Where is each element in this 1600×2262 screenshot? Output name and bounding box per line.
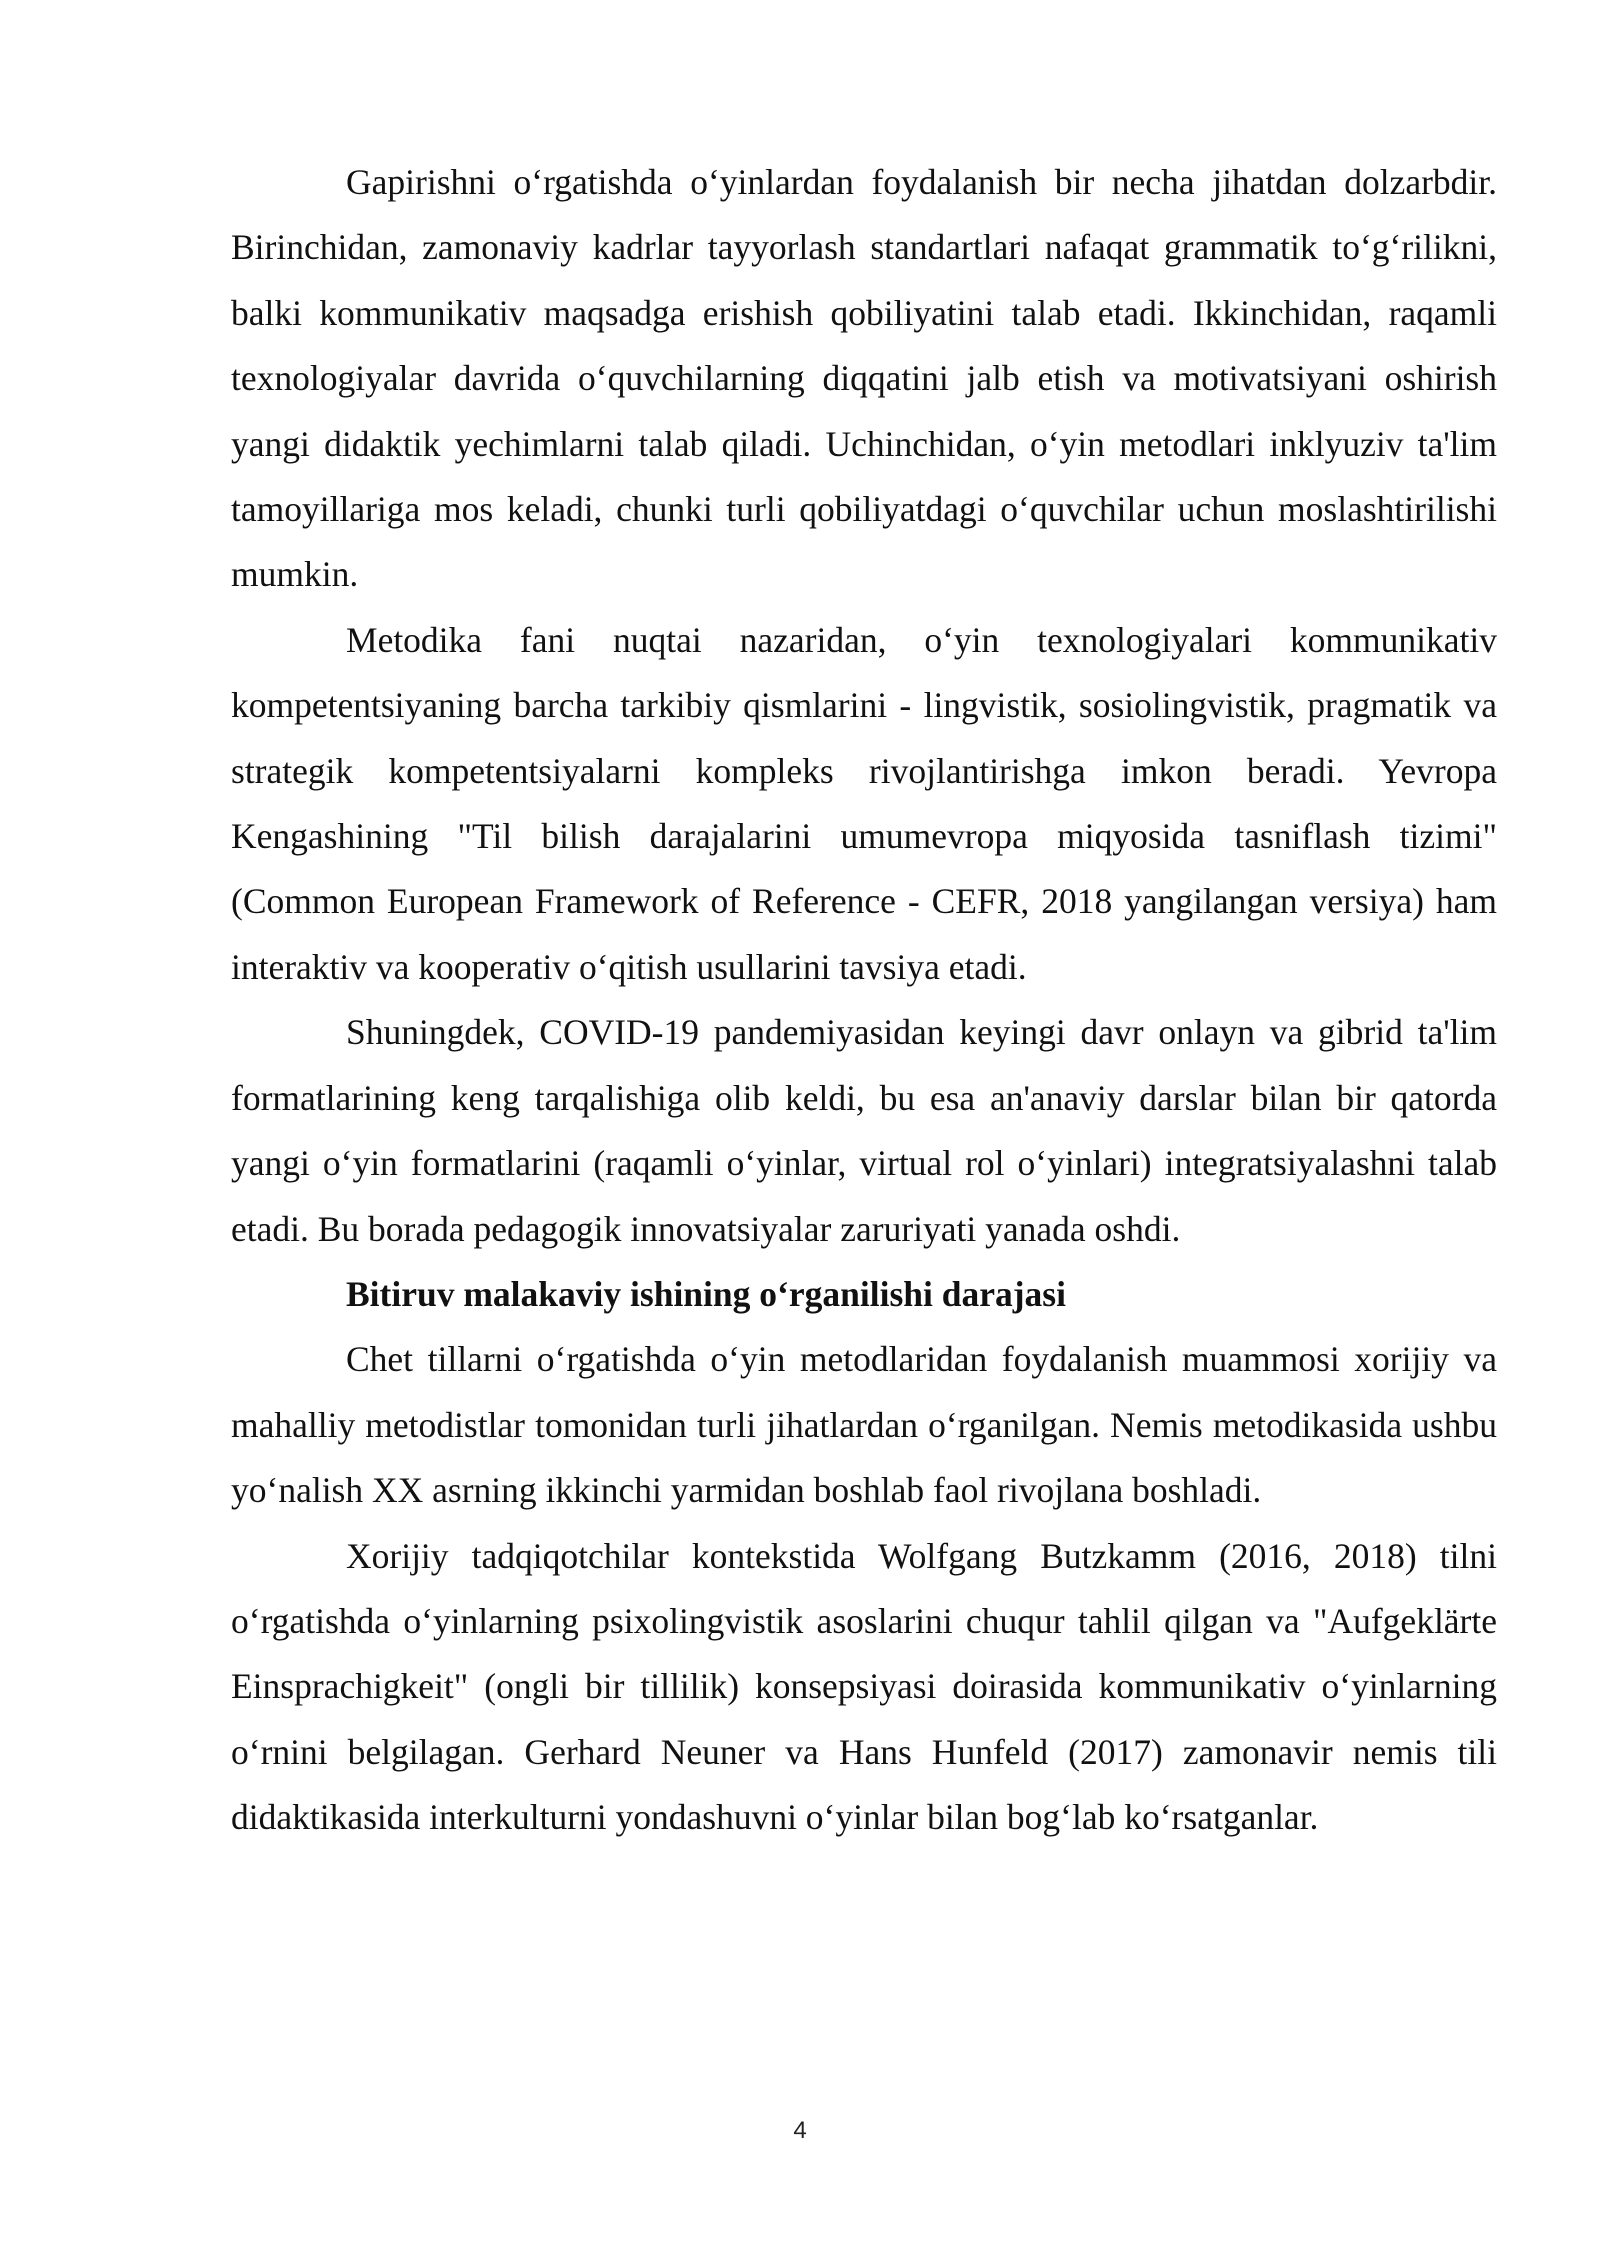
paragraph-covid: Shuningdek, COVID-19 pandemiyasidan keyingi davr onlayn va gibrid ta'lim formatlarining keng tarqalishiga olib keldi, bu esa an'anaviy darslar bilan bir qatorda yangi o‘yin formatlarini (raqamli o‘yinlar, virtual rol o‘yinlari) integratsiyalashni talab etadi. Bu borada pedagogik innovatsiyalar zaruriyati yanada oshdi.: [231, 1012, 1497, 1249]
section-heading: Bitiruv malakaviy ishining o‘rganilishi darajasi: [346, 1273, 1066, 1314]
body-text: [231, 150, 1497, 1851]
paragraph-research-problem: Chet tillarni o‘rgatishda o‘yin metodlaridan foydalanish muammosi xorijiy va mahalliy metodistlar tomonidan turli jihatlardan o‘rganilgan. Nemis metodikasida ushbu yo‘nalish XX asrning ikkinchi yarmidan boshlab faol rivojlana boshladi.: [231, 1339, 1497, 1511]
paragraph-foreign-researchers: Xorijiy tadqiqotchilar kontekstida Wolfgang Butzkamm (2016, 2018) tilni o‘rgatishda o‘yinlarning psixolingvistik asoslarini chuqur tahlil qilgan va "Aufgeklärte Einsprachigkeit" (ongli bir tillilik) konsepsiyasi doirasida kommunikativ o‘yinlarning o‘rnini belgilagan. Gerhard Neuner va Hans Hunfeld (2017) zamonavir nemis tili didaktikasida interkulturni yondashuvni o‘yinlar bilan bog‘lab ko‘rsatganlar.: [231, 1535, 1497, 1838]
paragraph-methodology: Metodika fani nuqtai nazaridan, o‘yin texnologiyalari kommunikativ kompetentsiyaning barcha tarkibiy qismlarini - lingvistik, sosiolingvistik, pragmatik va strategik kompetentsiyalarni kompleks rivojlantirishga imkon beradi. Yevropa Kengashining "Til bilish darajalarini umumevropa miqyosida tasniflash tizimi" (Common European Framework of Reference - CEFR, 2018 yangilangan versiya) ham interaktiv va kooperativ o‘qitish usullarini tavsiya etadi.: [231, 619, 1497, 987]
paragraph-relevance: Gapirishni o‘rgatishda o‘yinlardan foydalanish bir necha jihatdan dolzarbdir. Birinchidan, zamonaviy kadrlar tayyorlash standartlari nafaqat grammatik to‘g‘rilikni, balki kommunikativ maqsadga erishish qobiliyatini talab etadi. Ikkinchidan, raqamli texnologiyalar davrida o‘quvchilarning diqqatini jalb etish va motivatsiyani oshirish yangi didaktik yechimlarni talab qiladi. Uchinchidan, o‘yin metodlari inklyuziv ta'lim tamoyillariga mos keladi, chunki turli qobiliyatdagi o‘quvchilar uchun moslashtirilishi mumkin.: [231, 162, 1497, 595]
page-number: 4: [793, 2117, 807, 2144]
